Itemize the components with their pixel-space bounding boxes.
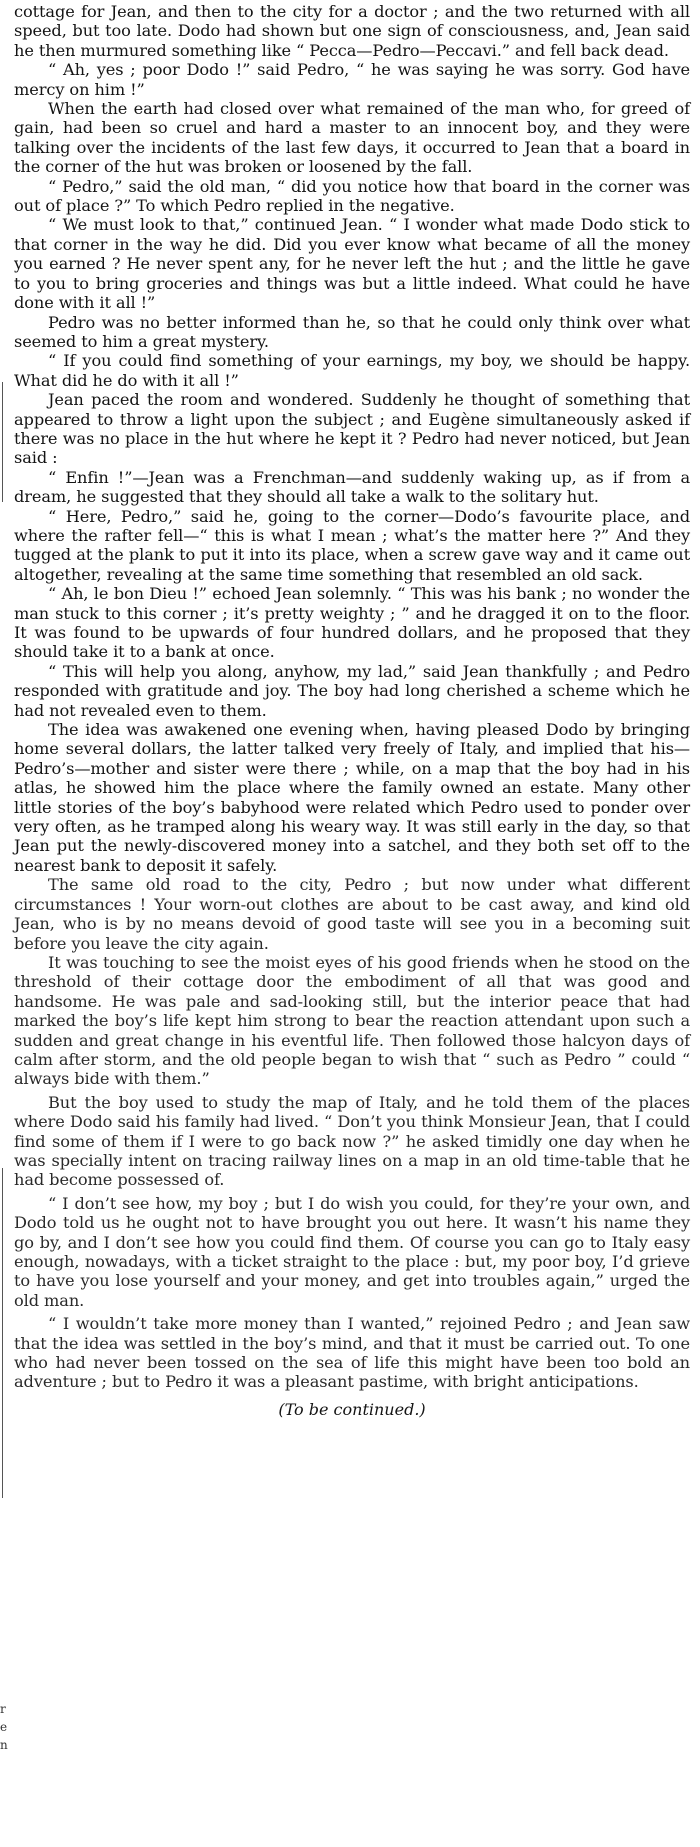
paragraph: “ Ah, yes ; poor Dodo !” said Pedro, “ he was saying he was sorry. God have mercy on him !” xyxy=(14,60,690,99)
paragraph: cottage for Jean, and then to the city for a doctor ; and the two returned with all speed, but too late. Dodo had shown but one sign of consciousness, and, Jean said he then murmured something like “ Pecca—Pedro—Peccavi.” and fell back dead. xyxy=(14,2,690,60)
paragraph: But the boy used to study the map of Italy, and he told them of the places where Dodo said his family had lived. “ Don’t you think Monsieur Jean, that I could find some of them if I were to go back now ?” he asked timidly one day when he was specially intent on tracing railway lines on a map in an old time-table that he had become possessed of. xyxy=(14,1092,690,1190)
paragraph: Pedro was no better informed than he, so that he could only think over what seemed to him a great mystery. xyxy=(14,312,690,351)
paragraph: “ This will help you along, anyhow, my lad,” said Jean thankfully ; and Pedro responded with gratitude and joy. The boy had long cherished a scheme which he had not revealed even to them. xyxy=(14,661,690,720)
margin-fragment: e xyxy=(0,1720,8,1734)
paragraph: It was touching to see the moist eyes of his good friends when he stood on the threshold of their cottage door the embodiment of all that was good and handsome. He was pale and sad-looking still, but the interior peace that had marked the boy’s life kept him strong to bear the reaction attendant upon such a sudden and great change in his eventful life. Then followed those halcyon days of calm after storm, and the old people began to wish that “ such as Pedro ” could “ always bide with them.” xyxy=(14,952,690,1089)
paragraph: “ If you could find something of your earnings, my boy, we should be happy. What did he do with it all !” xyxy=(14,351,690,390)
paragraph: “ I wouldn’t take more money than I wanted,” rejoined Pedro ; and Jean saw that the idea was settled in the boy’s mind, and that it must be carried out. To one who had never been tossed on the sea of life this might have been too bold an adventure ; but to Pedro it was a pleasant pastime, with bright anticipations. xyxy=(14,1314,690,1392)
paragraph: “ I don’t see how, my boy ; but I do wish you could, for they’re your own, and Dodo told us he ought not to have brought you out here. It wasn’t his name they go by, and I don’t see how you could find them. Of course you can go to Italy easy enough, nowadays, with a ticket straight to the place : but, my poor boy, I’d grieve to have you lose yourself and your money, and get into troubles again,” urged the old man. xyxy=(14,1193,690,1310)
paragraph: Jean paced the room and wondered. Suddenly he thought of something that appeared to throw a light upon the subject ; and Eugène simultaneously asked if there was no place in the hut where he kept it ? Pedro had never noticed, but Jean said : xyxy=(14,390,690,468)
margin-fragment: n xyxy=(0,1738,8,1752)
paragraph: When the earth had closed over what remained of the man who, for greed of gain, had been so cruel and hard a master to an innocent boy, and they were talking over the incidents of the last few days, it occurred to Jean that a board in the corner of the hut was broken or loosened by the fall. xyxy=(14,99,690,177)
paragraph: “ Ah, le bon Dieu !” echoed Jean solemnly. “ This was his bank ; no wonder the man stuck to this corner ; it’s pretty weighty ; ” and he dragged it on to the floor. It was found to be upwards of four hundred dollars, and he proposed that they should take it to a bank at once. xyxy=(14,584,690,662)
column-rule-upper xyxy=(2,382,9,502)
paragraph: “ We must look to that,” continued Jean. “ I wonder what made Dodo stick to that corner in the way he did. Did you ever know what became of all the money you earned ? He never spent any, for he never left the hut ; and the little he gave to you to bring groceries and things was but a little indeed. What could he have done with it all !” xyxy=(14,215,690,313)
paragraph: “ Enfin !”—Jean was a Frenchman—and suddenly waking up, as if from a dream, he suggested that they should all take a walk to the solitary hut. xyxy=(14,467,690,507)
to-be-continued: (To be continued.) xyxy=(278,1399,426,1419)
margin-fragments xyxy=(0,1700,8,1754)
article-column xyxy=(14,2,690,1419)
paragraph: The same old road to the city, Pedro ; but now under what different circumstances ! Your worn-out clothes are about to be cast away, and kind old Jean, who is by no means devoid of good taste will see you in a becoming suit before you leave the city again. xyxy=(14,875,690,953)
paragraph: The idea was awakened one evening when, having pleased Dodo by bringing home several dollars, the latter talked very freely of Italy, and implied that his—Pedro’s—mother and sister were there ; while, on a map that the boy had in his atlas, he showed him the place where the family owned an estate. Many other little stories of the boy’s babyhood were related which Pedro used to ponder over very often, as he tramped along his weary way. It was still early in the day, so that Jean put the newly-discovered money into a satchel, and they both set off to the nearest bank to deposit it safely. xyxy=(14,720,690,875)
column-rule-lower xyxy=(2,1168,9,1498)
paragraph: “ Pedro,” said the old man, “ did you notice how that board in the corner was out of place ?” To which Pedro replied in the negative. xyxy=(14,176,690,216)
margin-fragment: r xyxy=(0,1702,6,1716)
paragraph: “ Here, Pedro,” said he, going to the corner—Dodo’s favourite place, and where the rafter fell—“ this is what I mean ; what’s the matter here ?” And they tugged at the plank to put it into its place, when a screw gave way and it came out altogether, revealing at the same time something that resembled an old sack. xyxy=(14,506,690,584)
